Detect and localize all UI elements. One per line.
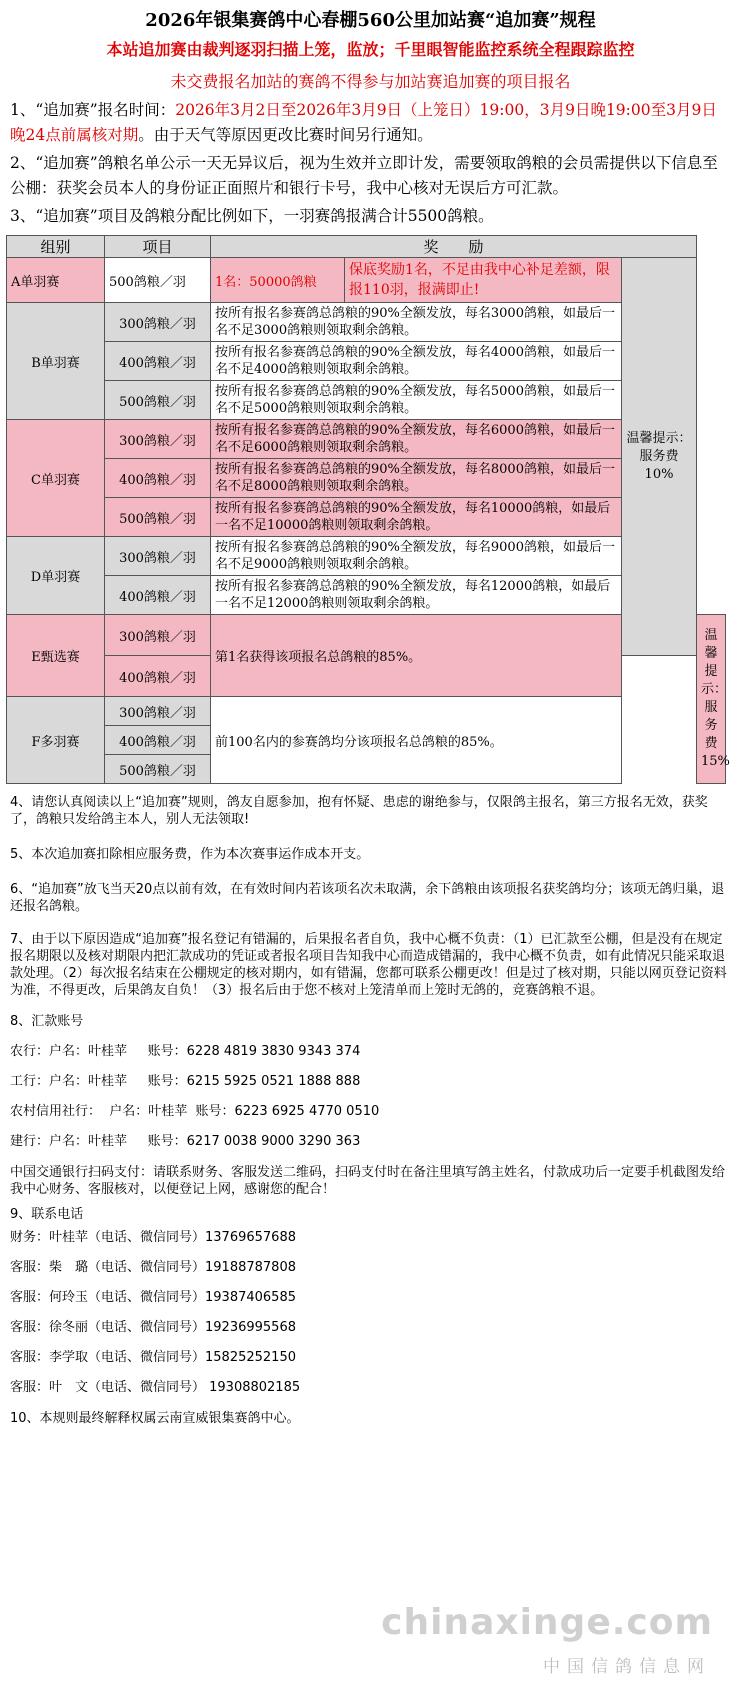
monitor-notice: 本站追加赛由裁判逐羽扫描上笼，监放；千里眼智能监控系统全程跟踪监控 <box>106 40 635 59</box>
header-item: 项目 <box>105 236 211 258</box>
item-cell: 300鸽粮／羽 <box>105 303 211 342</box>
item-cell: 400鸽粮／羽 <box>105 656 211 697</box>
prize-desc: 按所有报名参赛鸽总鸽粮的90%全额发放，每名10000鸽粮，如最后一名不足10000鸽粮则领取剩余鸽粮。 <box>211 498 622 537</box>
prize-desc: 按所有报名参赛鸽总鸽粮的90%全额发放，每名3000鸽粮，如最后一名不足3000鸽粮则领取剩余鸽粮。 <box>211 303 622 342</box>
prize-a-note: 保底奖励1名，不足由我中心补足差额，限报110羽，报满即止! <box>345 258 622 303</box>
page-title: 2026年银集赛鸽中心春棚560公里加站赛“追加赛”规程 <box>145 10 596 31</box>
contact-service: 客服：何玲玉（电话、微信同号）19387406585 <box>10 1290 296 1305</box>
item-cell: 400鸽粮／羽 <box>105 342 211 381</box>
rule-3: 3、“追加赛”项目及鸽粮分配比例如下，一羽赛鸽报满合计5500鸽粮。 <box>10 207 494 225</box>
table-row <box>7 381 726 420</box>
group-b: B单羽赛 <box>7 303 105 420</box>
table-row <box>7 498 726 537</box>
note-10: 10、本规则最终解释权属云南宣威银集赛鸽中心。 <box>10 1411 300 1426</box>
prize-desc: 前100名内的参赛鸽均分该项报名总鸽粮的85%。 <box>211 697 622 784</box>
contact-service: 客服：李学取（电话、微信同号）15825252150 <box>10 1350 296 1365</box>
contact-service: 客服：徐冬丽（电话、微信同号）19236995568 <box>10 1320 296 1335</box>
note-5: 5、本次追加赛扣除相应服务费，作为本次赛事运作成本开支。 <box>10 847 370 862</box>
group-c: C单羽赛 <box>7 420 105 537</box>
qr-payment-note: 中国交通银行扫码支付：请联系财务、客服发送二维码，扫码支付时在备注里填写鸽主姓名，付款成功后一定要手机截图发给我中心财务、客服核对，以便登记上网，感谢您的配合！ <box>10 1165 726 1197</box>
service-fee-15: 温馨提示：服务费15% <box>697 615 726 784</box>
rule-1-prefix: 1、“追加赛”报名时间： <box>10 101 176 119</box>
item-cell: 500鸽粮／羽 <box>105 258 211 303</box>
note-4: 4、请您认真阅读以上“追加赛”规则，鸽友自愿参加，抱有怀疑、患虑的谢绝参与，仅限鸽主报名，第三方报名无效，获奖了，鸽粮只发给鸽主本人，别人无法领取! <box>10 795 708 827</box>
header-prize: 奖 励 <box>211 236 697 258</box>
account-abc: 农行：户名：叶桂苹 账号：6228 4819 3830 9343 374 <box>10 1044 361 1059</box>
prize-desc: 按所有报名参赛鸽总鸽粮的90%全额发放，每名5000鸽粮，如最后一名不足5000鸽粮则领取剩余鸽粮。 <box>211 381 622 420</box>
group-e: E甄选赛 <box>7 615 105 697</box>
contact-service: 客服：叶 文（电话、微信同号） 19308802185 <box>10 1380 301 1395</box>
header-group: 组别 <box>7 236 105 258</box>
item-cell: 300鸽粮／羽 <box>105 420 211 459</box>
item-cell: 500鸽粮／羽 <box>105 381 211 420</box>
item-cell: 300鸽粮／羽 <box>105 537 211 576</box>
table-row <box>7 420 726 459</box>
note-7: 7、由于以下原因造成“追加赛”报名登记有错漏的，后果报名者自负，我中心概不负责：（1）已汇款至公棚，但是没有在规定报名期限以及核对期限内把汇款成功的凭证或者报名项目告知我中心而造成错漏的，我中心概不负责，如有此情况只能采取退款处理。（2）每次报名结束在公棚规定的核对期内，如有错漏，您都可联系公棚更改！但是过了核对期，只能以网页登记资料为准，不得更改，后果鸽友自负！（3）报名后由于您不核对上笼清单而上笼时无鸽的，竞赛鸽粮不退。 <box>10 932 727 998</box>
prize-desc: 按所有报名参赛鸽总鸽粮的90%全额发放，每名12000鸽粮，如最后一名不足12000鸽粮则领取剩余鸽粮。 <box>211 576 622 615</box>
note-6: 6、“追加赛”放飞当天20点以前有效，在有效时间内若该项名次未取满，余下鸽粮由该项报名获奖鸽均分；该项无鸽归巢，退还报名鸽粮。 <box>10 882 725 914</box>
rule-1-suffix: 。由于天气等原因更改比赛时间另行通知。 <box>138 126 433 144</box>
account-icbc: 工行：户名：叶桂苹 账号：6215 5925 0521 1888 888 <box>10 1074 361 1089</box>
rule-1 <box>10 98 731 148</box>
prize-a: 1名：50000鸽粮 <box>211 258 345 303</box>
prize-table <box>6 235 730 784</box>
item-cell: 400鸽粮／羽 <box>105 459 211 498</box>
group-a: A单羽赛 <box>7 258 105 303</box>
table-row <box>7 537 726 576</box>
watermark-domain: chinaxinge.com <box>381 1602 713 1643</box>
contact-finance: 财务：叶桂苹（电话、微信同号）13769657688 <box>10 1230 296 1245</box>
prize-desc: 第1名获得该项报名总鸽粮的85%。 <box>211 615 622 697</box>
item-cell: 400鸽粮／羽 <box>105 726 211 755</box>
group-d: D单羽赛 <box>7 537 105 615</box>
table-row <box>7 303 726 342</box>
fee-notice: 未交费报名加站的赛鸽不得参与加站赛追加赛的项目报名 <box>170 72 571 91</box>
watermark-name: 中国信鸽信息网 <box>543 1657 711 1677</box>
note-9-title: 9、联系电话 <box>10 1207 84 1222</box>
account-rcc: 农村信用社行： 户名：叶桂苹 账号：6223 6925 4770 0510 <box>10 1104 380 1119</box>
table-header <box>7 236 726 258</box>
table-row <box>7 615 726 656</box>
notes-section <box>10 794 731 1427</box>
prize-desc: 按所有报名参赛鸽总鸽粮的90%全额发放，每名8000鸽粮，如最后一名不足8000鸽粮则领取剩余鸽粮。 <box>211 459 622 498</box>
contact-service: 客服：柴 璐（电话、微信同号）19188787808 <box>10 1260 296 1275</box>
item-cell: 400鸽粮／羽 <box>105 576 211 615</box>
item-cell: 500鸽粮／羽 <box>105 755 211 784</box>
table-row <box>7 342 726 381</box>
prize-desc: 按所有报名参赛鸽总鸽粮的90%全额发放，每名6000鸽粮，如最后一名不足6000鸽粮则领取剩余鸽粮。 <box>211 420 622 459</box>
item-cell: 300鸽粮／羽 <box>105 615 211 656</box>
prize-desc: 按所有报名参赛鸽总鸽粮的90%全额发放，每名9000鸽粮，如最后一名不足9000鸽粮则领取剩余鸽粮。 <box>211 537 622 576</box>
table-row <box>7 258 726 303</box>
account-ccb: 建行：户名：叶桂苹 账号：6217 0038 9000 3290 363 <box>10 1134 361 1149</box>
note-8-title: 8、汇款账号 <box>10 1014 84 1029</box>
item-cell: 300鸽粮／羽 <box>105 697 211 726</box>
service-fee-10: 温馨提示：服务费10% <box>622 258 697 656</box>
item-cell: 500鸽粮／羽 <box>105 498 211 537</box>
prize-desc: 按所有报名参赛鸽总鸽粮的90%全额发放，每名4000鸽粮，如最后一名不足4000鸽粮则领取剩余鸽粮。 <box>211 342 622 381</box>
rule-2: 2、“追加赛”鸽粮名单公示一天无异议后，视为生效并立即计发，需要领取鸽粮的会员需提供以下信息至公棚：获奖会员本人的身份证正面照片和银行卡号，我中心核对无误后方可汇款。 <box>10 154 718 197</box>
table-row <box>7 459 726 498</box>
group-f: F多羽赛 <box>7 697 105 784</box>
rule-1-dates: 2026年3月2日至2026年3月9日（上笼日）19:00，3月9日晚19:00至3月9日晚24点前属核对期 <box>10 101 717 144</box>
table-row <box>7 576 726 615</box>
table-row <box>7 697 726 726</box>
